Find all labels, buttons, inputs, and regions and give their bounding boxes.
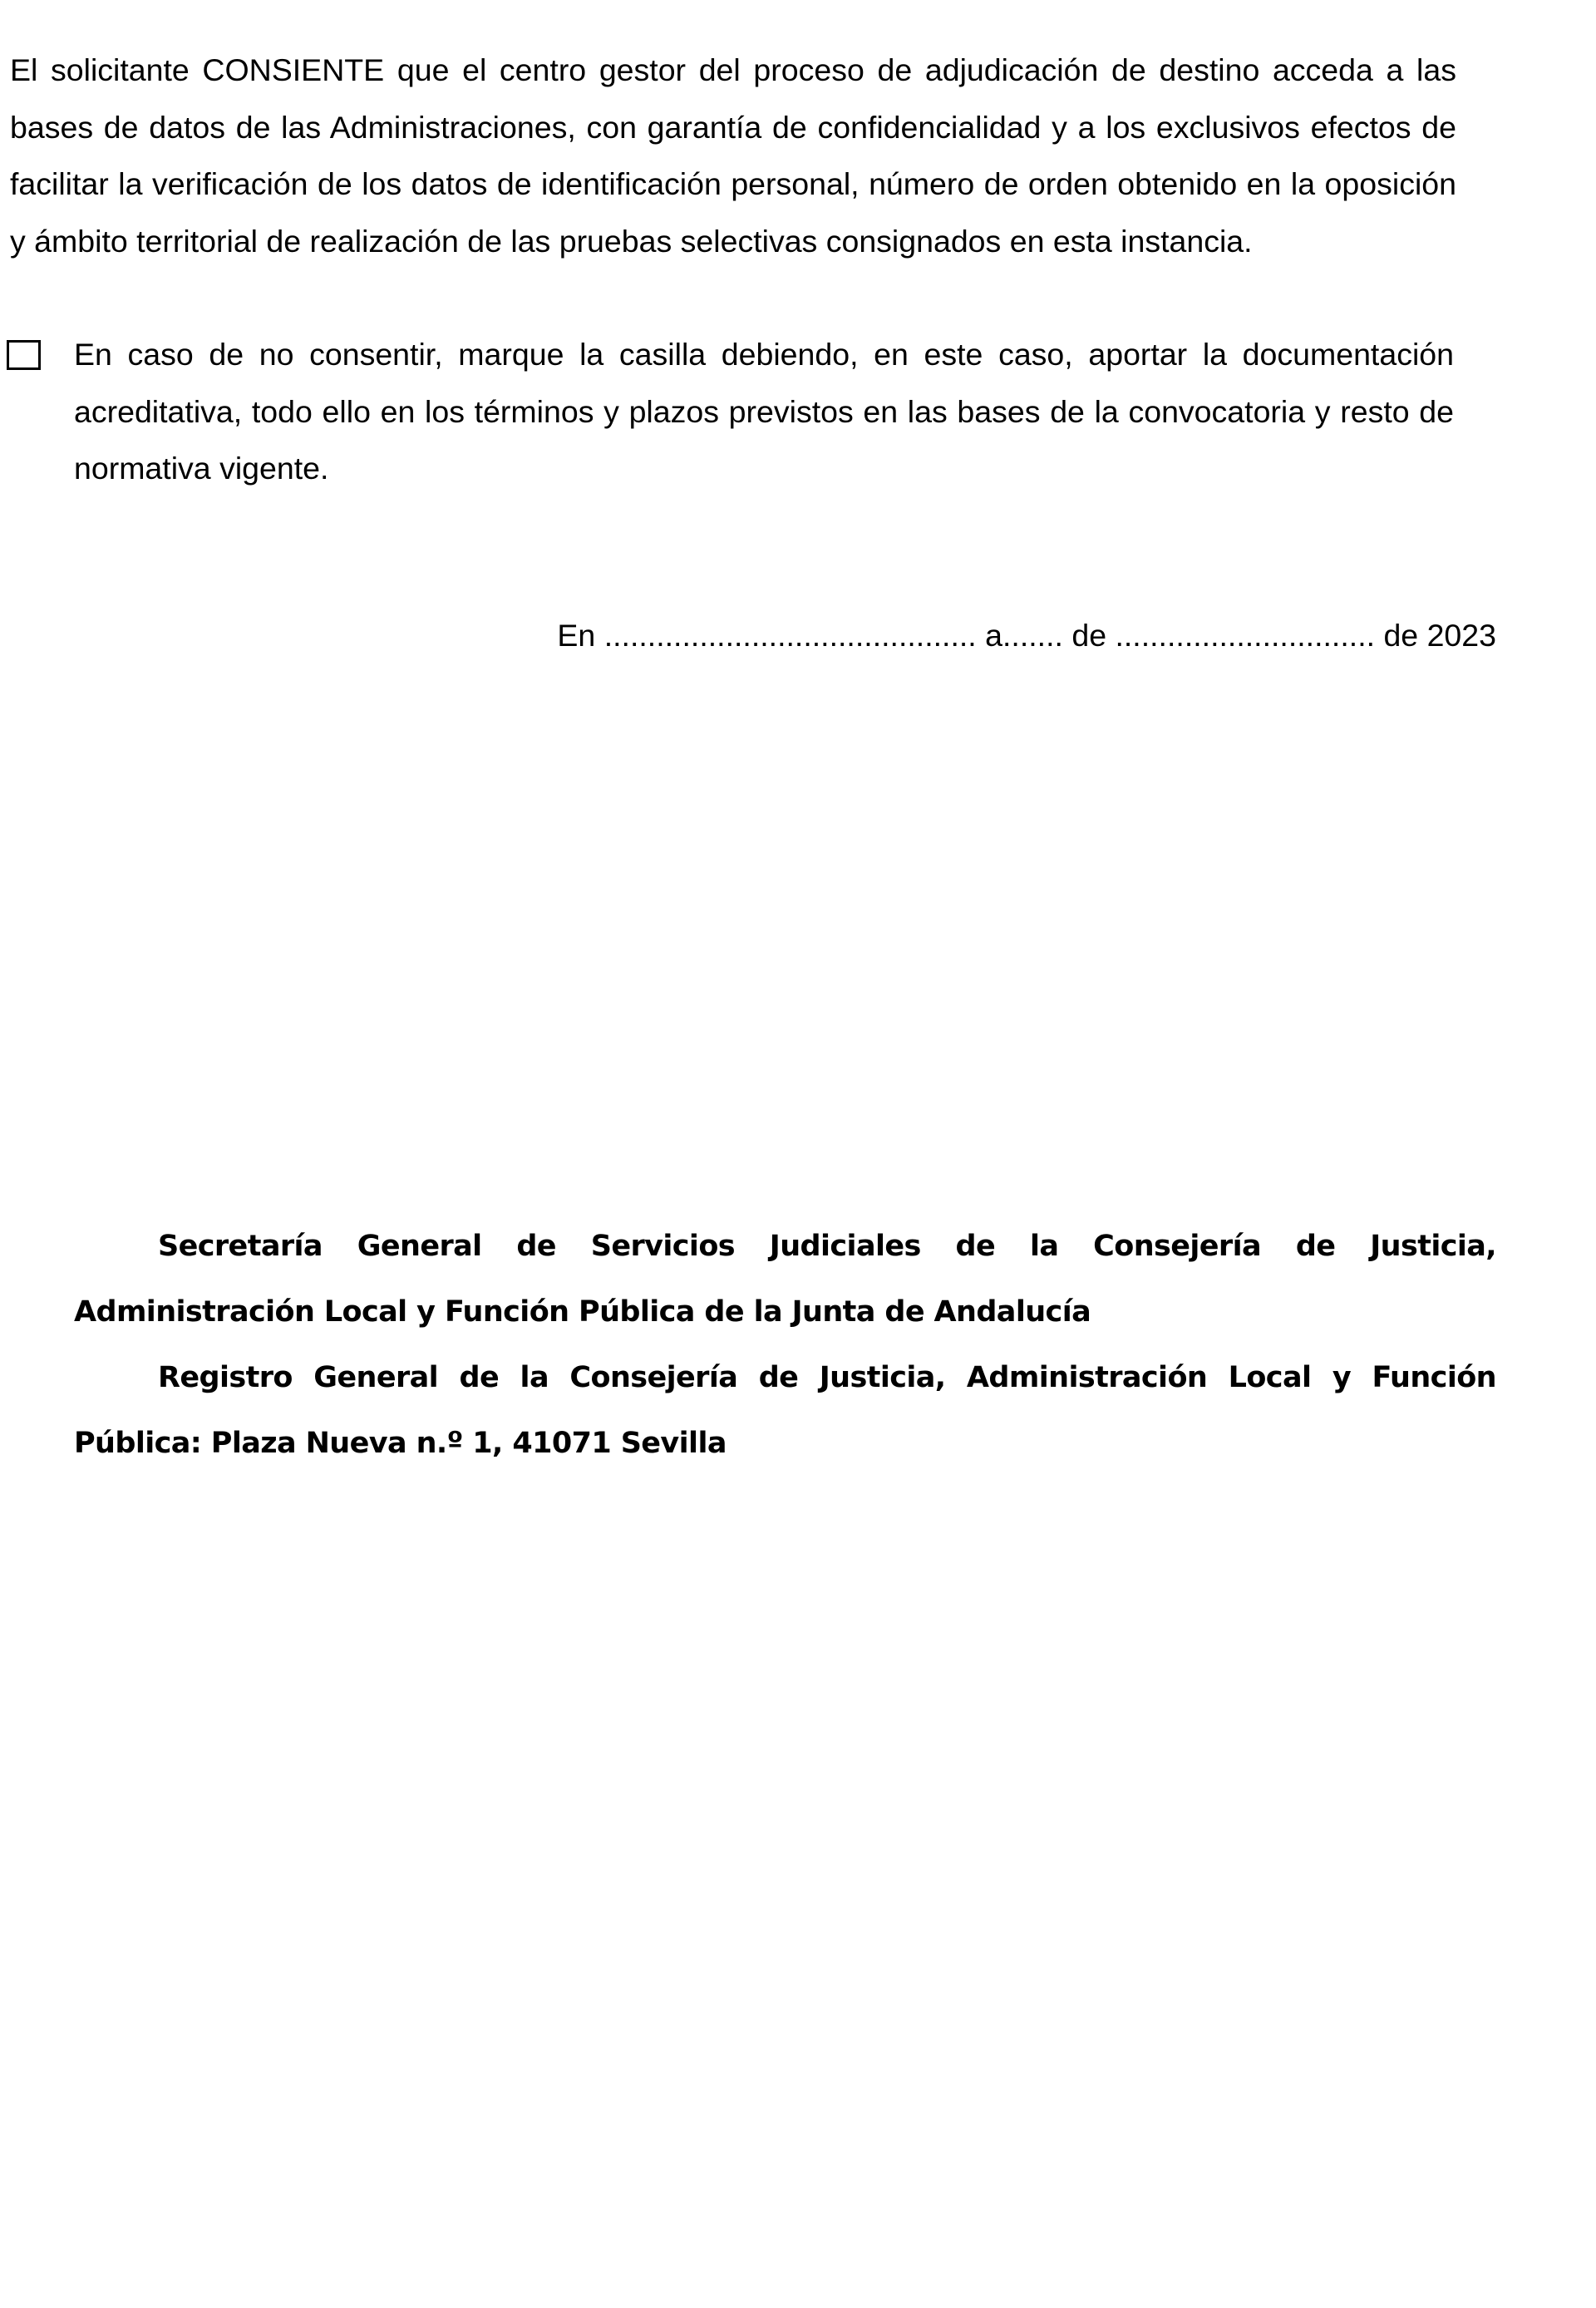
addressee-secretaria: Secretaría General de Servicios Judiciales de la Consejería de Justicia, Administración Local y Función Pública de la Junta de Andalucía	[74, 1230, 1496, 1329]
non-consent-checkbox[interactable]	[7, 340, 41, 370]
addressee-block	[74, 1214, 1496, 1477]
non-consent-label: En caso de no consentir, marque la casilla debiendo, en este caso, aportar la documentación acreditativa, todo ello en los términos y plazos previstos en las bases de la convocatoria y resto de normativa vigente.	[74, 337, 1454, 486]
non-consent-option	[0, 326, 1463, 509]
addressee-registro: Registro General de la Consejería de Justicia, Administración Local y Función Pública: Plaza Nueva n.º 1, 41071 Sevilla	[74, 1361, 1496, 1460]
place-date-line: En ........................................... a....... de .............................. de 2023	[557, 618, 1496, 653]
consent-paragraph: El solicitante CONSIENTE que el centro gestor del proceso de adjudicación de destino acceda a las bases de datos de las Administraciones, con garantía de confidencialidad y a los exclusivos efectos de facilitar la verificación de los datos de identificación personal, número de orden obtenido en la oposición y ámbito territorial de realización de las pruebas selectivas consignados en esta instancia.	[10, 52, 1456, 259]
